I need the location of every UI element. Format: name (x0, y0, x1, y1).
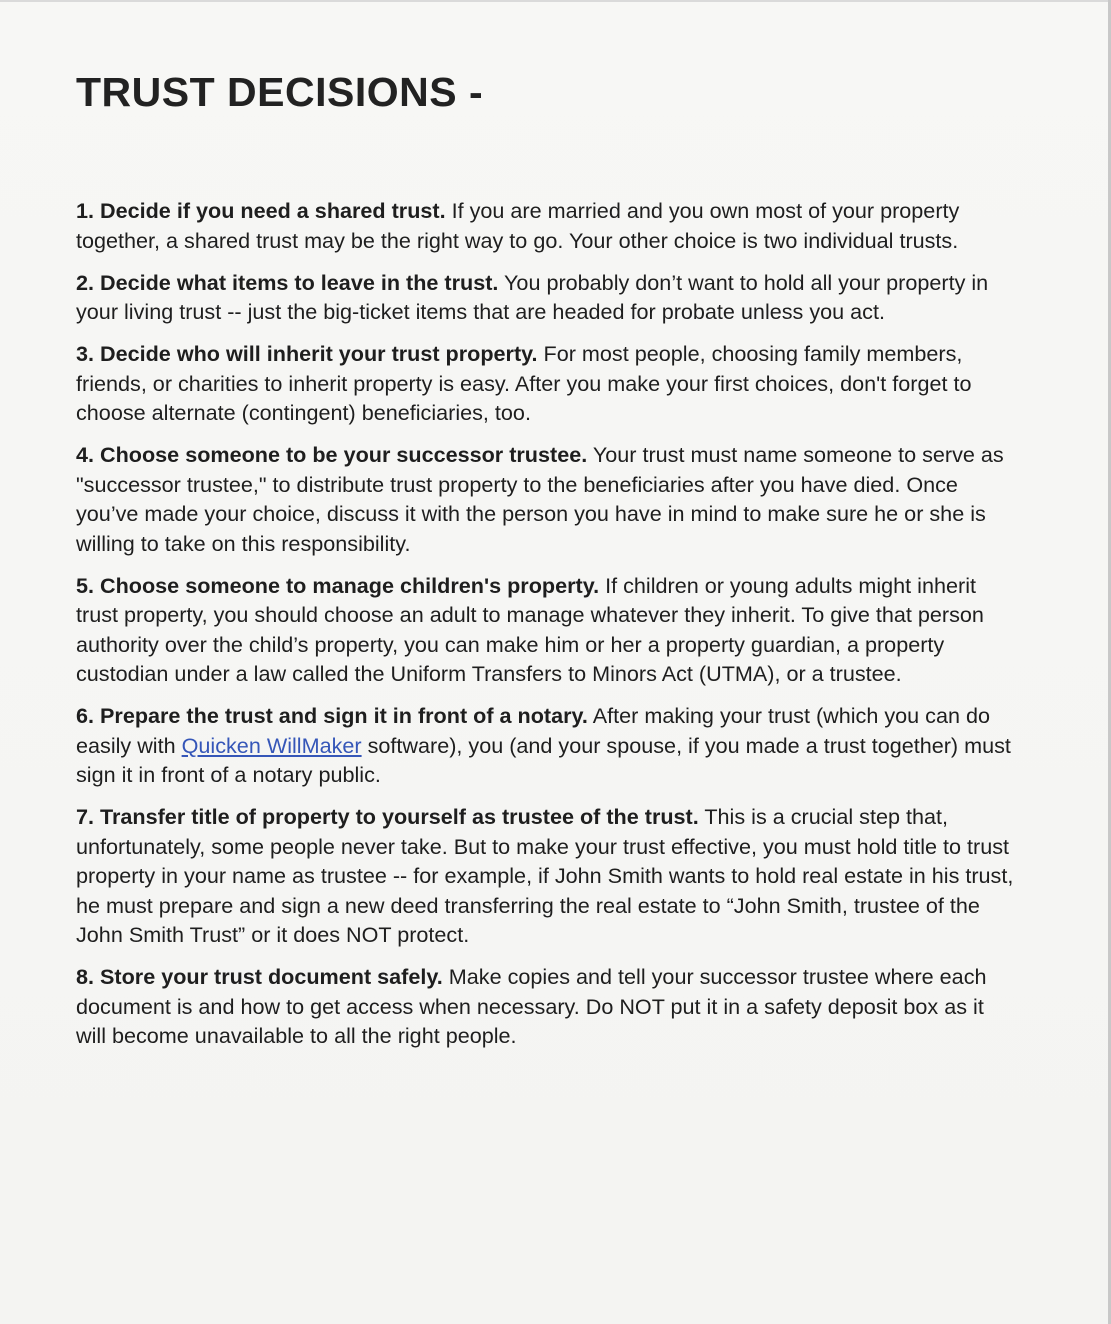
decision-body: You probably don’t want to hold all your property in your living trust -- just the big-ticket items that are headed for probate unless you act. (76, 269, 989, 324)
decision-body: Make copies and tell your successor trustee where each document is and how to get access when necessary. Do NOT put it in a safety deposit box as it will become unavailable to all the right people. (76, 964, 987, 1048)
decision-heading: 4. Choose someone to be your successor trustee. (76, 442, 588, 467)
decision-body: This is a crucial step that, unfortunately, some people never take. But to make your trust effective, you must hold title to trust property in your name as trustee -- for example, if John Smith wants to hold real estate in his trust, he must prepare and sign a new deed transferring the real estate to “John Smith, trustee of the John Smith Trust” or it does NOT protect. (76, 804, 1014, 947)
decision-body: After making your trust (which you can do easily with (76, 703, 990, 758)
decision-heading: 8. Store your trust document safely. (76, 964, 443, 989)
decision-item-8 (76, 962, 1016, 1051)
decision-heading: 3. Decide who will inherit your trust property. (76, 341, 538, 366)
decision-item-7 (76, 802, 1016, 950)
scan-edge-top (0, 0, 1111, 2)
decision-item-4 (76, 440, 1016, 558)
page-title: TRUST DECISIONS - (76, 69, 484, 115)
decision-item-2 (76, 268, 1016, 327)
quicken-willmaker-link[interactable]: Quicken WillMaker (181, 732, 362, 758)
decision-heading: 2. Decide what items to leave in the trust. (76, 269, 499, 295)
decision-heading: 7. Transfer title of property to yourself as trustee of the trust. (76, 804, 699, 829)
decision-body: For most people, choosing family members, friends, or charities to inherit property is easy. After you make your first choices, don't forget to choose alternate (contingent) beneficiaries, too. (76, 341, 972, 425)
decision-heading: 1. Decide if you need a shared trust. (76, 198, 446, 223)
decision-item-1 (76, 196, 1016, 255)
decision-heading: 5. Choose someone to manage children's property. (76, 572, 600, 598)
decision-body: If children or young adults might inherit trust property, you should choose an adult to manage whatever they inherit. To give that person authority over the child’s property, you can make him or her a property guardian, a property custodian under a law called the Uniform Transfers to Minors Act (UTMA), or a trustee. (76, 572, 984, 686)
decision-body: If you are married and you own most of your property together, a shared trust may be the right way to go. Your other choice is two individual trusts. (76, 198, 960, 253)
decision-item-5 (76, 571, 1016, 689)
decision-body: software), you (and your spouse, if you made a trust together) must sign it in front of a notary public. (76, 732, 1011, 787)
decision-body: Your trust must name someone to serve as "successor trustee," to distribute trust property to the beneficiaries after you have died. Once you’ve made your choice, discuss it with the person you have in mind to make sure he or she is willing to take on this responsibility. (76, 442, 1004, 556)
decision-item-3 (76, 339, 1016, 428)
decision-item-6 (76, 701, 1016, 790)
decision-heading: 6. Prepare the trust and sign it in front of a notary. (76, 703, 588, 728)
